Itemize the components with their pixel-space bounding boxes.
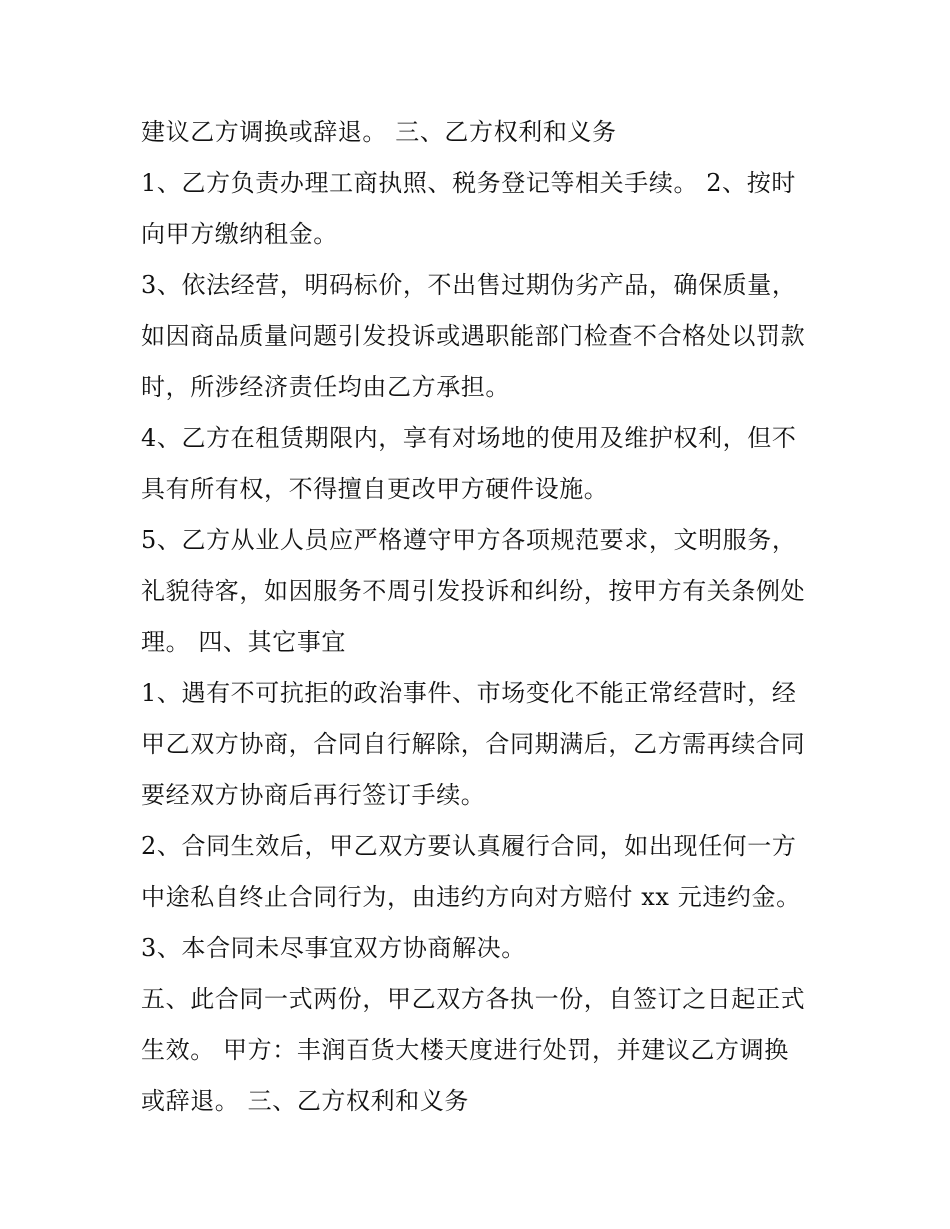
document-body	[141, 107, 821, 1127]
text-line: 5、乙方从业人员应严格遵守甲方各项规范要求，文明服务，	[141, 526, 797, 554]
text-line: 中途私自终止合同行为，由违约方向对方赔付 xx 元违约金。	[141, 883, 801, 911]
text-line: 时，所涉经济责任均由乙方承担。	[141, 373, 510, 401]
text-line: 建议乙方调换或辞退。 三、乙方权利和义务	[141, 118, 617, 146]
text-line: 4、乙方在租赁期限内，享有对场地的使用及维护权利，但不	[141, 424, 797, 452]
text-line: 甲乙双方协商，合同自行解除，合同期满后，乙方需再续合同	[141, 730, 806, 758]
text-line: 五、此合同一式两份，甲乙双方各执一份，自签订之日起正式	[141, 985, 806, 1013]
text-line: 具有所有权，不得擅自更改甲方硬件设施。	[141, 475, 609, 503]
text-line: 如因商品质量问题引发投诉或遇职能部门检查不合格处以罚款	[141, 322, 806, 350]
text-line: 理。 四、其它事宜	[141, 628, 347, 656]
text-line: 2、合同生效后，甲乙双方要认真履行合同，如出现任何一方	[141, 832, 797, 860]
text-line: 3、依法经营，明码标价，不出售过期伪劣产品，确保质量，	[141, 271, 797, 299]
text-line: 或辞退。 三、乙方权利和义务	[141, 1087, 470, 1115]
text-line: 向甲方缴纳租金。	[141, 220, 338, 248]
text-line: 1、遇有不可抗拒的政治事件、市场变化不能正常经营时，经	[141, 679, 797, 707]
text-line: 礼貌待客，如因服务不周引发投诉和纠纷，按甲方有关条例处	[141, 577, 806, 605]
text-line: 1、乙方负责办理工商执照、税务登记等相关手续。 2、按时	[141, 169, 796, 197]
text-line: 要经双方协商后再行签订手续。	[141, 781, 486, 809]
text-line: 生效。 甲方：丰润百货大楼天度进行处罚，并建议乙方调换	[141, 1036, 789, 1064]
text-line: 3、本合同未尽事宜双方协商解决。	[141, 934, 526, 962]
